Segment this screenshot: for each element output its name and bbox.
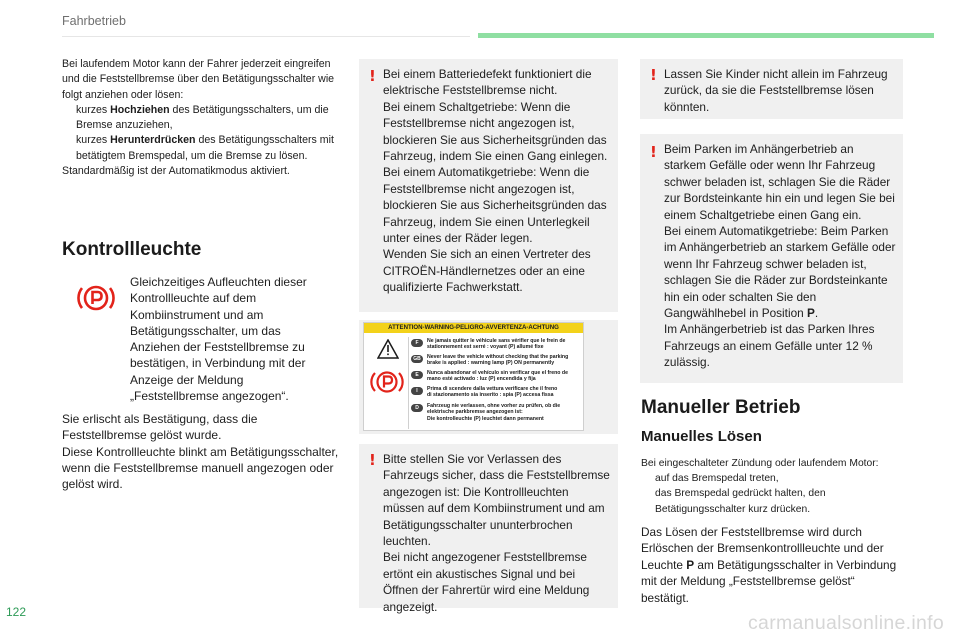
manual-release-steps xyxy=(641,456,911,517)
list-item xyxy=(641,486,911,516)
warning-label xyxy=(363,322,584,431)
manual-intro-text: Bei eingeschalteter Zündung oder laufendem Motor: xyxy=(641,458,879,469)
label-line: Nunca abandonar el vehículo sin verificar que el freno de mano esté activado : luz (P) encendida y fija xyxy=(427,370,568,383)
parking-brake-warning-icon xyxy=(76,282,116,314)
country-badge: E xyxy=(411,371,423,379)
label-row-f xyxy=(411,338,583,351)
warning-box-parking-slope xyxy=(640,134,903,383)
watermark: carmanualsonline.info xyxy=(748,612,944,634)
country-badge: I xyxy=(411,387,423,395)
country-badge: D xyxy=(411,404,423,412)
list-item xyxy=(62,103,342,134)
label-line: Ne jamais quitter le véhicule sans vérifier que le frein de stationnement est serré : voyant (P) allumé fixe xyxy=(427,338,566,351)
label-row-e xyxy=(411,370,583,383)
intro-block xyxy=(62,57,342,179)
bullet-arrow-icon xyxy=(62,133,76,164)
warning-text: Lassen Sie Kinder nicht allein im Fahrzeug zurück, da sie die Feststellbremse lösen könnten. xyxy=(664,67,888,114)
header-accent-bar xyxy=(478,33,934,38)
heading-manuelles-loesen: Manuelles Lösen xyxy=(641,428,762,445)
warning-icon: ! xyxy=(650,143,657,161)
list-item-text: kurzes Hochziehen des Betätigungsschalters, um die Bremse anzuziehen, xyxy=(76,103,329,132)
warning-box-leave-vehicle xyxy=(359,444,618,614)
standard-mode-text: Standardmäßig ist der Automatikmodus aktiviert. xyxy=(62,165,290,178)
bullet-arrow-icon xyxy=(641,486,655,516)
intro-text: Bei laufendem Motor kann der Fahrer jederzeit eingreifen und die Feststellbremse über den Betätigungsschalter wie folgt anziehen oder lösen: xyxy=(62,58,335,101)
country-badge: F xyxy=(411,339,423,347)
label-line: Never leave the vehicle without checking that the parking brake is applied : warning lamp (P) ON permanently xyxy=(427,354,569,367)
section-header: Fahrbetrieb xyxy=(62,14,126,28)
warning-triangle-icon xyxy=(377,339,399,359)
bullet-arrow-icon xyxy=(641,471,655,486)
label-row-gb xyxy=(411,354,583,367)
page-number: 122 xyxy=(6,605,27,619)
list-item xyxy=(641,471,911,486)
label-banner: ATTENTION-WARNING-PELIGRO-AVVERTENZA-ACHTUNG xyxy=(364,323,583,333)
warning-icon: ! xyxy=(369,451,376,469)
warning-icon: ! xyxy=(369,67,376,85)
manual-release-confirmation: Das Lösen der Feststellbremse wird durch Erlöschen der Bremsenkontrollleuchte und der Leuchte P am Betätigungsschalter in Verbindung mit der Meldung „Feststellbremse gelöst“ bestätigt. xyxy=(641,525,897,605)
warning-icon: ! xyxy=(650,66,657,84)
label-row-i xyxy=(411,386,583,399)
warning-box-children xyxy=(640,59,903,119)
country-badge: GB xyxy=(411,355,423,363)
list-item xyxy=(62,133,342,164)
warning-text: Bitte stellen Sie vor Verlassen des Fahrzeugs sicher, dass die Feststellbremse angezogen ist: Die Kontrollleuchten müssen auf dem Kombiinstrument und am Betätigungsschalter ununterbrochen leuchten. Bei nicht angezogener Feststellbremse ertönt ein akustisches Signal und bei Öffnen der Fahrertür wird eine Meldung angezeigt. xyxy=(383,452,610,614)
warning-text: Bei einem Batteriedefekt funktioniert die elektrische Feststellbremse nicht. Bei einem Schaltgetriebe: Wenn die Feststellbremse nicht angezogen ist, blockieren Sie aus Sicherheitsgründen das Fahrzeug, indem Sie einen Gang einlegen. Bei einem Automatikgetriebe: Wenn die Feststellbremse nicht angezogen ist, blockieren Sie aus Sicherheitsgründen das Fahrzeug, indem Sie einen Unterlegkeil unter eines der Räder legen. Wenden Sie sich an einen Vertreter des CITROËN-Händlernetzes oder an eine qualifizierte Fachwerkstatt. xyxy=(383,67,608,295)
lamp-release-text: Sie erlischt als Bestätigung, dass die Feststellbremse gelöst wurde. Diese Kontrollleuchte blinkt am Betätigungsschalter, wenn die Feststellbremse manuell angezogen oder gelöst wird. xyxy=(62,412,339,492)
lamp-description: Gleichzeitiges Aufleuchten dieser Kontrollleuchte auf dem Kombiinstrument und am Betätigungsschalter, um das Anziehen der Feststellbremse zu bestätigen, in Verbindung mit der Anzeige der Meldung „Feststellbremse angezogen“. xyxy=(130,275,307,404)
bullet-arrow-icon xyxy=(62,103,76,134)
list-item-text: das Bremspedal gedrückt halten, den Betätigungsschalter kurz drücken. xyxy=(655,488,826,515)
label-divider xyxy=(408,337,409,429)
header-divider xyxy=(62,36,470,37)
warning-text: Beim Parken im Anhängerbetrieb an starkem Gefälle oder wenn Ihr Fahrzeug schwer beladen ist, schlagen Sie die Räder zur Bordsteinkante hin ein und legen Sie bei einem Schaltgetriebe einen Gang ein. Bei einem Automatikgetriebe: Beim Parken im Anhängerbetrieb an starkem Gefälle oder wenn Ihr Fahrzeug schwer beladen ist, schlagen Sie die Räder zur Bordsteinkante hin ein oder schalten Sie den Gangwählhebel in Position P. Im Anhängerbetrieb ist das Parken Ihres Fahrzeugs an einem Gefälle unter 12 % zulässig. xyxy=(664,142,896,370)
label-line: Prima di scendere dalla vettura verificare che il freno di stazionamento sia inserito : spia (P) accesa fissa xyxy=(427,386,558,399)
list-item-text: auf das Bremspedal treten, xyxy=(655,473,779,485)
list-item-text: kurzes Herunterdrücken des Betätigungsschalters mit betätigtem Bremspedal, um die Bremse zu lösen. xyxy=(76,134,334,162)
parking-brake-icon xyxy=(369,368,405,396)
heading-kontrollleuchte: Kontrollleuchte xyxy=(62,239,202,260)
heading-manueller-betrieb: Manueller Betrieb xyxy=(641,397,801,418)
label-row-d xyxy=(411,403,583,422)
label-line: Fahrzeug nie verlassen, ohne vorher zu prüfen, ob die elektrische parkbremse angezogen ist: Die kontrolleuchte (P) leuchtet dann permanent xyxy=(427,403,561,422)
warning-box-battery xyxy=(359,59,618,312)
